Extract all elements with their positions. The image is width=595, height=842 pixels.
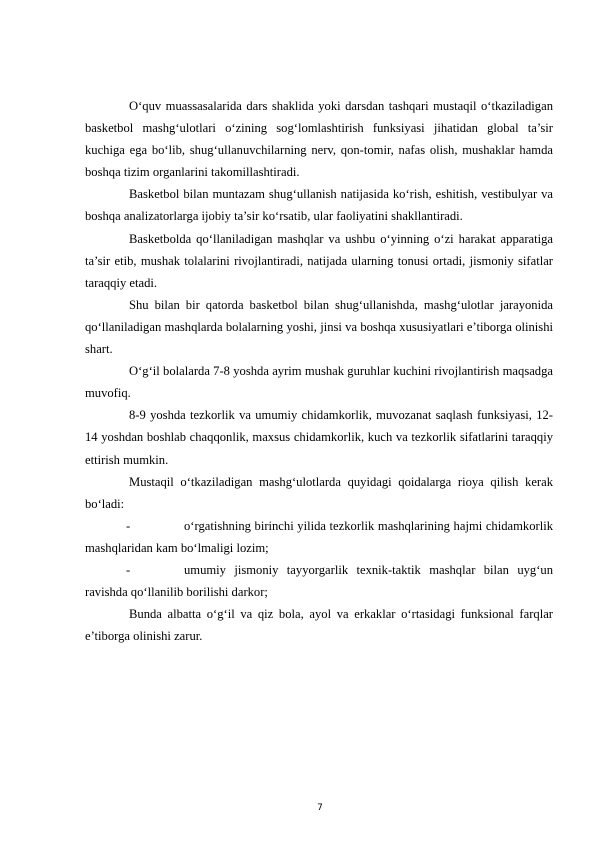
page-number: 7 — [317, 803, 323, 813]
list-item — [85, 515, 553, 559]
paragraph: Bunda albatta o‘g‘il va qiz bola, ayol va erkaklar o‘rtasidagi funksional farqlar e’tiborga olinishi zarur. — [85, 607, 553, 644]
document-body — [85, 95, 553, 647]
paragraph: Mustaqil o‘tkaziladigan mashg‘ulotlarda quyidagi qoidalarga rioya qilish kerak bo‘ladi: — [85, 474, 553, 511]
paragraph: O‘g‘il bolalarda 7-8 yoshda ayrim mushak guruhlar kuchini rivojlantirish maqsadga muvofiq. — [85, 364, 553, 401]
list-item-text: o‘rgatishning birinchi yilida tezkorlik mashqlarining hajmi chidamkorlik mashqlaridan kam bo‘lmaligi lozim; — [85, 518, 553, 555]
list-item — [85, 559, 553, 603]
paragraph: Basketbol bilan muntazam shug‘ullanish natijasida ko‘rish, eshitish, vestibulyar va boshqa analizatorlarga ijobiy ta’sir ko‘rsatib, ular faoliyatini shakllantiradi. — [85, 187, 553, 224]
paragraph: Shu bilan bir qatorda basketbol bilan shug‘ullanishda, mashg‘ulotlar jarayonida qo‘llaniladigan mashqlarda bolalarning yoshi, jinsi va boshqa xususiyatlari e’tiborga olinishi shart. — [85, 297, 553, 357]
list-item-text: umumiy jismoniy tayyorgarlik texnik-taktik mashqlar bilan uyg‘un ravishda qo‘llanilib borilishi darkor; — [85, 562, 553, 600]
paragraph: 8-9 yoshda tezkorlik va umumiy chidamkorlik, muvozanat saqlash funksiyasi, 12-14 yoshdan boshlab chaqqonlik, maxsus chidamkorlik, kuch va tezkorlik sifatlarini taraqqiy ettirish mumkin. — [85, 408, 553, 467]
paragraph: Basketbolda qo‘llaniladigan mashqlar va ushbu o‘yinning o‘zi harakat apparatiga ta’sir etib, mushak tolalarini rivojlantiradi, natijada ularning tonusi ortadi, jismoniy sifatlar taraqqiy etadi. — [85, 231, 553, 290]
paragraph: O‘quv muassasalarida dars shaklida yoki darsdan tashqari mustaqil o‘tkaziladigan basketbol mashg‘ulotlari o‘zining sog‘lomlashtirish funksiyasi jihatidan global ta’sir kuchiga ega bo‘lib, shug‘ullanuvchilarning nerv, qon-tomir, nafas olish, mushaklar hamda boshqa tizim organlarini takomillashtiradi. — [85, 99, 553, 180]
list-bullet: - — [126, 562, 131, 577]
list-bullet: - — [126, 518, 131, 533]
